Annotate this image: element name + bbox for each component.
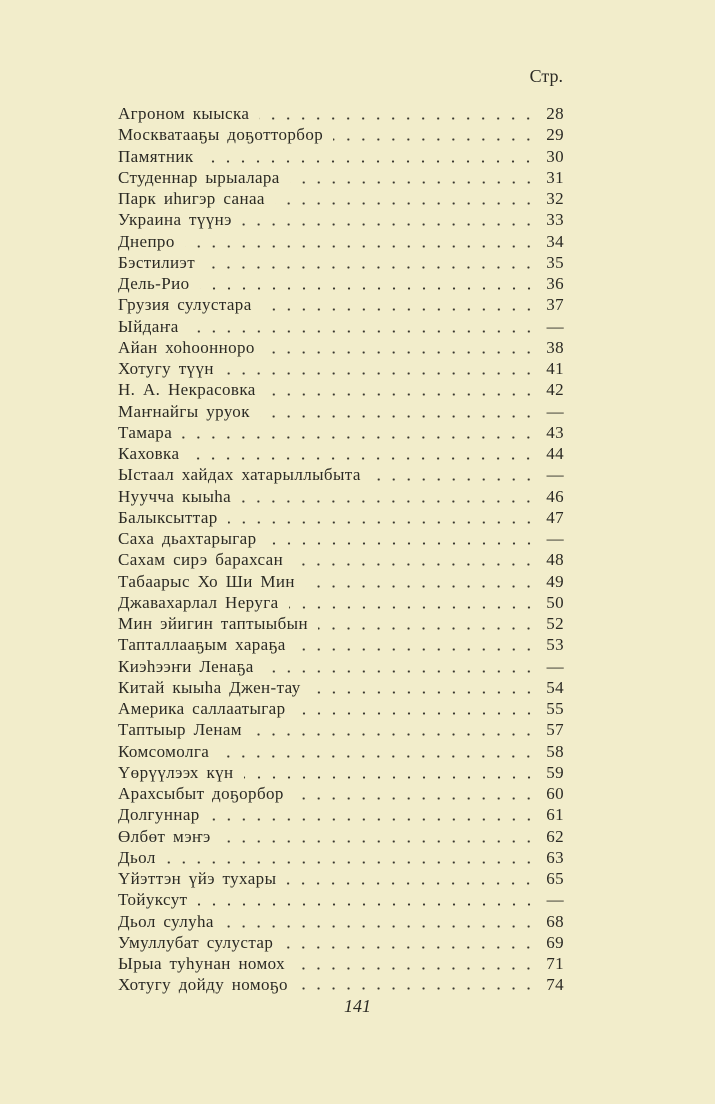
toc-entry: [118, 699, 564, 720]
entry-title: Сахам сирэ барахсан: [118, 550, 284, 570]
entry-title: Парк иһигэр санаа: [118, 189, 265, 208]
toc-entry: [118, 147, 564, 168]
entry-title: Дель-Рио: [118, 274, 190, 293]
toc-entry: [118, 550, 564, 571]
toc-entry: [118, 232, 564, 253]
dot-leader: [242, 223, 536, 226]
toc-entry: [118, 359, 564, 380]
toc-entry: [118, 720, 564, 741]
dot-leader: [219, 755, 536, 758]
entry-page: 63: [546, 847, 564, 867]
entry-page: 47: [546, 507, 564, 527]
entry-title: Табаарыс Хо Ши Мин: [118, 571, 295, 591]
toc-entry: [118, 933, 564, 954]
entry-title: Тойуксут: [118, 890, 188, 910]
entry-page: —: [546, 529, 564, 548]
toc-entry: [118, 104, 564, 125]
entry-title: Москватааҕы доҕотторбор: [118, 125, 324, 145]
dot-leader: [289, 606, 536, 609]
dot-leader: [224, 925, 536, 928]
dot-leader: [294, 797, 536, 800]
dot-leader: [293, 563, 536, 566]
entry-title: Комсомолга: [118, 741, 210, 761]
entry-page: 48: [546, 550, 564, 570]
entry-title: Өлбөт мэҥэ: [118, 826, 211, 846]
entry-page: 71: [546, 954, 564, 973]
entry-title: Ыстаал хайдах хатарыллыбыта: [118, 465, 361, 485]
dot-leader: [241, 500, 536, 503]
dot-leader: [333, 138, 536, 141]
entry-title: Агроном кыыска: [118, 104, 250, 123]
page-column-label: Стр.: [529, 66, 563, 86]
entry-title: Киэһээҥи Ленаҕа: [118, 656, 254, 676]
toc-entry: [118, 912, 564, 933]
toc-entry: [118, 657, 564, 678]
entry-page: 37: [546, 295, 564, 315]
entry-title: Дьол сулуһа: [118, 911, 214, 931]
entry-title: Дьол: [118, 847, 156, 867]
entry-page: 31: [546, 167, 564, 187]
entry-page: 34: [546, 231, 564, 251]
entry-page: 69: [546, 932, 564, 952]
dot-leader: [295, 967, 536, 970]
dot-leader: [296, 712, 536, 715]
entry-page: 62: [546, 826, 564, 846]
entry-title: Балыксыттар: [118, 507, 218, 527]
entry-title: Долгуннар: [118, 805, 200, 825]
toc-entry: [118, 869, 564, 890]
entry-page: 60: [546, 784, 564, 803]
entry-title: Айан хоһоонноро: [118, 337, 255, 357]
toc-entry: [118, 338, 564, 359]
entry-title: Нуучча кыыһа: [118, 486, 232, 506]
dot-leader: [264, 670, 536, 673]
entry-page: 52: [546, 614, 564, 633]
entry-page: 30: [546, 146, 564, 166]
table-of-contents: [118, 104, 564, 993]
toc-entry: [118, 210, 564, 231]
dot-leader: [205, 266, 536, 269]
entry-page: 50: [546, 592, 564, 612]
dot-leader: [260, 415, 536, 418]
dot-leader: [275, 202, 536, 205]
entry-title: Үйэттэн үйэ тухары: [118, 869, 277, 888]
dot-leader: [371, 478, 536, 481]
toc-entry: [118, 444, 564, 465]
toc-entry: [118, 487, 564, 508]
toc-entry: [118, 295, 564, 316]
entry-title: Хотугу түүн: [118, 359, 214, 378]
entry-page: 29: [546, 125, 564, 145]
entry-page: 58: [546, 741, 564, 761]
toc-entry: [118, 848, 564, 869]
entry-page: —: [546, 401, 564, 421]
toc-entry: [118, 572, 564, 593]
dot-leader: [185, 245, 536, 248]
dot-leader: [200, 287, 537, 290]
dot-leader: [290, 181, 536, 184]
entry-page: 43: [546, 422, 564, 442]
dot-leader: [286, 882, 536, 885]
entry-page: 36: [546, 274, 564, 293]
dot-leader: [198, 903, 537, 906]
entry-title: Мин эйигин таптыыбын: [118, 614, 308, 633]
dot-leader: [318, 627, 536, 630]
entry-title: Днепро: [118, 231, 175, 251]
entry-page: 42: [546, 380, 564, 400]
page-number: 141: [344, 996, 371, 1016]
entry-page: 33: [546, 210, 564, 230]
entry-title: Украина түүнэ: [118, 210, 232, 230]
toc-entry: [118, 614, 564, 635]
entry-title: Ырыа туһунан номох: [118, 954, 286, 973]
dot-leader: [244, 776, 537, 779]
entry-title: Китай кыыһа Джен-тау: [118, 677, 301, 697]
toc-entry: [118, 593, 564, 614]
dot-leader: [267, 542, 536, 545]
dot-leader: [210, 818, 536, 821]
entry-title: Грузия сулустара: [118, 295, 252, 315]
toc-entry: [118, 508, 564, 529]
entry-page: 74: [546, 975, 564, 995]
entry-page: —: [546, 316, 564, 336]
entry-title: Үөрүүлээх күн: [118, 762, 234, 782]
toc-entry: [118, 742, 564, 763]
dot-leader: [189, 330, 536, 333]
toc-entry: [118, 784, 564, 805]
dot-leader: [252, 733, 536, 736]
dot-leader: [262, 308, 536, 311]
entry-page: —: [546, 890, 564, 910]
entry-title: Тамара: [118, 422, 173, 442]
entry-title: Тапталлааҕым хараҕа: [118, 635, 286, 655]
toc-entry: [118, 954, 564, 975]
entry-page: 54: [546, 677, 564, 697]
entry-page: 65: [546, 869, 564, 888]
toc-entry: [118, 253, 564, 274]
dot-leader: [182, 436, 536, 439]
toc-entry: [118, 402, 564, 423]
entry-page: 57: [546, 720, 564, 740]
entry-page: 55: [546, 699, 564, 718]
toc-entry: [118, 317, 564, 338]
toc-entry: [118, 827, 564, 848]
entry-page: 35: [546, 252, 564, 272]
toc-entry: [118, 529, 564, 550]
entry-title: Студеннар ырыалара: [118, 167, 280, 187]
entry-page: 68: [546, 911, 564, 931]
dot-leader: [203, 160, 536, 163]
toc-entry: [118, 125, 564, 146]
entry-page: 32: [546, 189, 564, 208]
dot-leader: [283, 946, 536, 949]
toc-entry: [118, 274, 564, 295]
toc-entry: [118, 635, 564, 656]
entry-title: Н. А. Некрасовка: [118, 380, 256, 400]
dot-leader: [228, 521, 536, 524]
entry-title: Саха дьахтарыгар: [118, 529, 257, 548]
dot-leader: [224, 372, 536, 375]
entry-page: 59: [546, 762, 564, 782]
entry-page: 46: [546, 486, 564, 506]
entry-page: 41: [546, 359, 564, 378]
entry-title: Бэстилиэт: [118, 252, 196, 272]
entry-page: 38: [546, 337, 564, 357]
toc-entry: [118, 805, 564, 826]
entry-title: Хотугу дойду номоҕо: [118, 975, 288, 995]
entry-page: 53: [546, 635, 564, 655]
entry-page: —: [546, 656, 564, 676]
toc-entry: [118, 189, 564, 210]
toc-entry: [118, 763, 564, 784]
entry-page: 49: [546, 571, 564, 591]
dot-leader: [298, 987, 536, 990]
entry-title: Каховка: [118, 444, 180, 463]
toc-entry: [118, 678, 564, 699]
toc-entry: [118, 890, 564, 911]
toc-entry: [118, 168, 564, 189]
dot-leader: [305, 585, 536, 588]
dot-leader: [189, 457, 536, 460]
entry-title: Маҥнайгы уруок: [118, 401, 250, 421]
toc-entry: [118, 423, 564, 444]
entry-title: Ыйдаҥа: [118, 316, 179, 336]
dot-leader: [221, 840, 536, 843]
entry-page: 28: [546, 104, 564, 123]
dot-leader: [266, 393, 536, 396]
entry-title: Памятник: [118, 146, 194, 166]
dot-leader: [166, 861, 536, 864]
toc-entry: [118, 380, 564, 401]
toc-entry: [118, 975, 564, 993]
entry-title: Америка саллаатыгар: [118, 699, 286, 718]
entry-title: Таптыыр Ленам: [118, 720, 242, 740]
dot-leader: [311, 691, 536, 694]
entry-title: Умуллубат сулустар: [118, 932, 274, 952]
entry-title: Джавахарлал Неруга: [118, 592, 279, 612]
dot-leader: [265, 351, 536, 354]
toc-entry: [118, 465, 564, 486]
entry-page: —: [546, 465, 564, 485]
entry-title: Арахсыбыт доҕорбор: [118, 784, 284, 803]
entry-page: 61: [546, 805, 564, 825]
entry-page: 44: [546, 444, 564, 463]
dot-leader: [259, 117, 536, 120]
dot-leader: [296, 648, 536, 651]
